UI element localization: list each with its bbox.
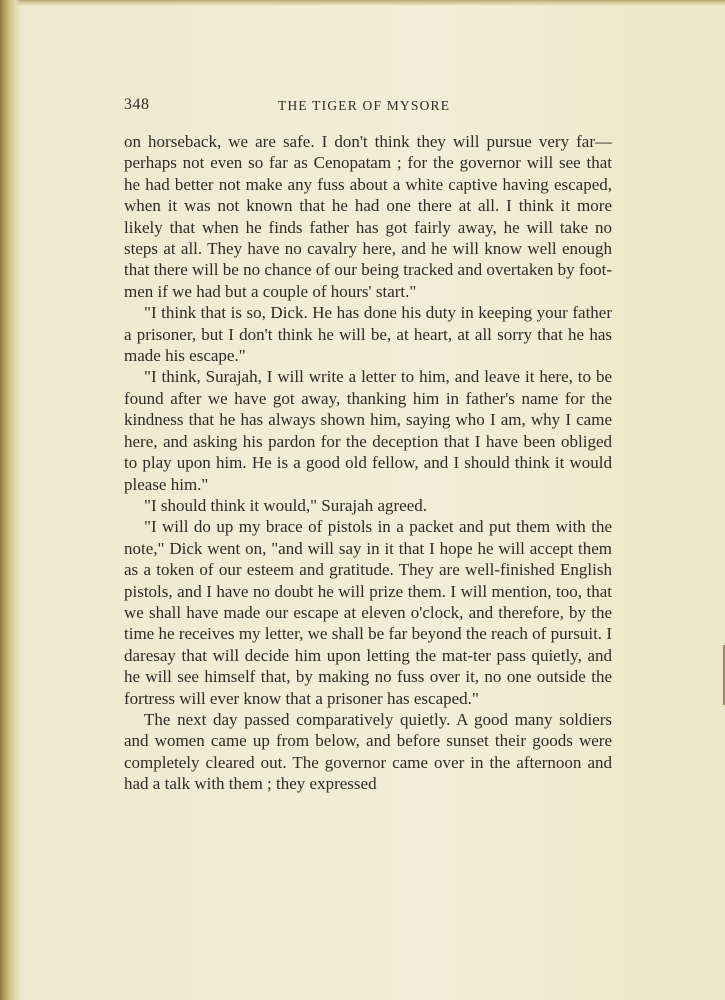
paragraph-1: on horseback, we are safe. I don't think they will pursue very far—perhaps not even so far as Cenopatam ; for the governor will see that he had better not make any fuss about a white captive having escaped, when it was not known that he had one there at all. I think it more likely that when he finds father has got fairly away, he will take no steps at all. They have no cavalry here, and he will know well enough that there will be no chance of our being tracked and overtaken by foot-men if we had but a couple of hours' start." <box>124 132 612 301</box>
body-text <box>124 131 612 795</box>
page-header <box>124 96 612 118</box>
paragraph-3: "I think, Surajah, I will write a letter to him, and leave it here, to be found after we have got away, thanking him in father's name for the kindness that he has always shown him, saying who I am, why I came here, and asking his pardon for the deception that I have been obliged to play upon him. He is a good old fellow, and I should think it would please him." <box>124 367 612 494</box>
paragraph-4: "I should think it would," Surajah agreed. <box>144 495 427 515</box>
page-binding-edge <box>0 0 20 1000</box>
page-top-edge <box>0 0 725 6</box>
paragraph-6: The next day passed comparatively quietly. A good many soldiers and women came up from below, and before sunset their goods were completely cleared out. The governor came over in the afternoon and had a talk with them ; they expressed <box>124 709 612 794</box>
page-number: 348 <box>124 96 150 113</box>
paragraph-2: "I think that is so, Dick. He has done his duty in keeping your father a prisoner, but I don't think he will be, at heart, at all sorry that he has made his escape." <box>124 303 612 366</box>
running-title: THE TIGER OF MYSORE <box>278 98 451 113</box>
paragraph-5: "I will do up my brace of pistols in a packet and put them with the note," Dick went on, "and will say in it that I hope he will accept them as a token of our esteem and gratitude. They are well-finished English pistols, and I have no doubt he will prize them. I will mention, too, that we shall have made our escape at eleven o'clock, and therefore, by the time he receives my letter, we shall be far beyond the reach of pursuit. I daresay that will decide him upon letting the mat-ter pass quietly, and he will see himself that, by making no fuss over it, no one outside the fortress will ever know that a prisoner has escaped." <box>124 517 612 708</box>
